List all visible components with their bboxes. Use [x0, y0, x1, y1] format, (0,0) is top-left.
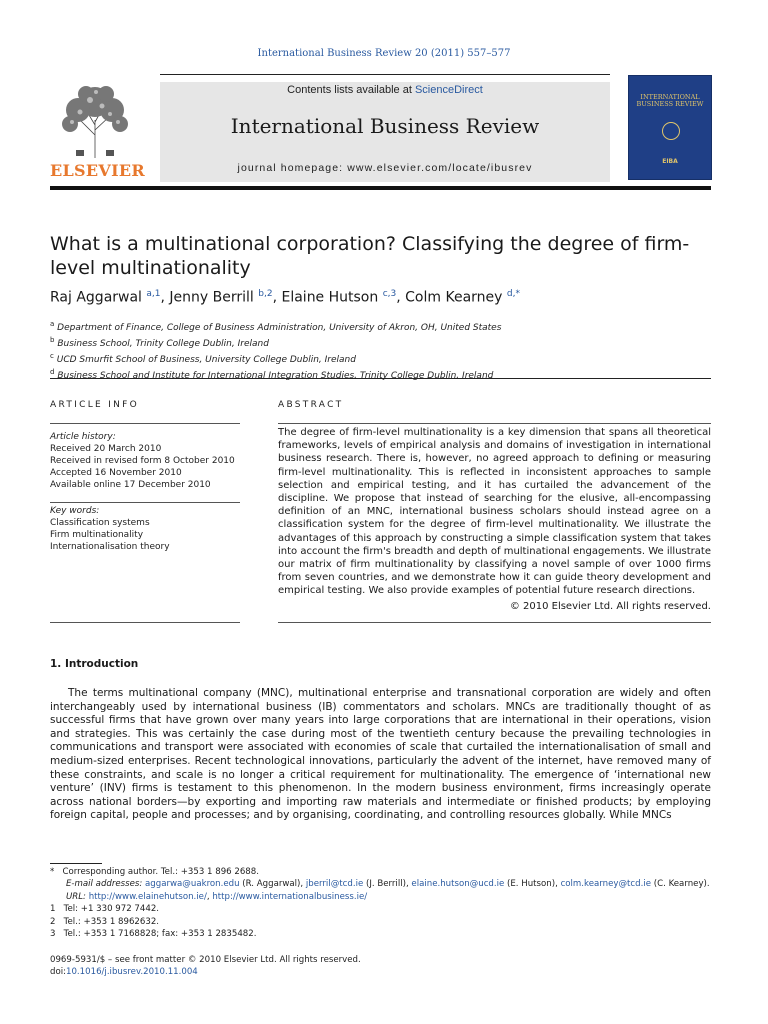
article-history	[50, 431, 250, 491]
email-link[interactable]: jberril@tcd.ie	[305, 879, 364, 890]
keyword-item: Internationalisation theory	[50, 542, 170, 552]
doi-prefix: doi:	[50, 967, 66, 978]
affiliation-mark: c	[50, 352, 54, 360]
footnote-item	[50, 916, 720, 928]
article-history-label: Article history:	[50, 432, 116, 442]
affiliation-item	[50, 350, 720, 366]
keywords-label: Key words:	[50, 506, 100, 516]
article-info-rule	[50, 423, 240, 424]
introduction-paragraph: The terms multinational company (MNC), multinational enterprise and transnational corporation are widely and often interchangeably used by international business (IB) commentators and scholars. MNCs are traditionally thought of as successful firms that have grown over many years into large corporations that are international in their operations, vision and strategies. This was certainly the case during most of the twentieth century because the prevailing technologies in communications and transport were associated with economies of scale that curtailed the internationalisation of small and medium-sized enterprises. Recent technological innovations, particularly the advent of the internet, have removed many of these constraints, and scale is no longer a critical requirement for multinationality. The emergence of ‘international new venture’ (INV) firms is testament to this phenomenon. In the modern business environment, firms increasingly operate across national borders—by exporting and importing raw materials and intermediate or finished products; by employing foreign capital, people and processes; and by organising, coordinating, and controlling resources globally. While MNCs	[50, 687, 711, 822]
footnote-text: Tel.: +353 1 7168828; fax: +353 1 2835482.	[63, 929, 257, 940]
footnote-mark: 1	[50, 904, 56, 915]
doi-link[interactable]: 10.1016/j.ibusrev.2010.11.004	[66, 967, 198, 978]
email-link[interactable]: colm.kearney@tcd.ie	[560, 879, 652, 890]
article-info-heading: ARTICLE INFO	[50, 400, 140, 410]
url-link[interactable]: http://www.internationalbusiness.ie/	[212, 891, 368, 902]
url-line	[50, 891, 720, 903]
abstract-rule	[278, 622, 711, 623]
cover-title: INTERNATIONAL BUSINESS REVIEW	[636, 93, 704, 109]
keywords	[50, 505, 250, 553]
front-matter	[50, 954, 550, 979]
article-info-rule	[50, 502, 240, 503]
author-name: Elaine Hutson	[281, 289, 379, 306]
email-owner: (J. Berrill),	[363, 879, 412, 890]
footnote-item	[50, 928, 720, 940]
journal-reference[interactable]: International Business Review 20 (2011) 557–577	[257, 48, 511, 59]
author-name: Jenny Berrill	[169, 289, 254, 306]
journal-title: International Business Review	[230, 114, 540, 138]
author-affiliation-mark[interactable]: c,3	[382, 289, 397, 299]
article-info-rule	[50, 622, 240, 623]
email-label: E-mail addresses:	[66, 879, 143, 890]
footnote-item	[50, 903, 720, 915]
sciencedirect-link[interactable]: ScienceDirect	[414, 84, 483, 96]
email-owner: (E. Hutson),	[504, 879, 561, 890]
affiliation-text: Business School and Institute for International Integration Studies, Trinity College Dublin, Ireland	[57, 371, 494, 381]
history-item: Received in revised form 8 October 2010	[50, 456, 235, 466]
affiliations	[50, 318, 720, 382]
affiliation-mark: d	[50, 368, 55, 376]
history-item: Available online 17 December 2010	[50, 480, 211, 490]
header-rule	[160, 74, 610, 75]
url-link[interactable]: http://www.elainehutson.ie/	[88, 891, 207, 902]
email-link[interactable]: aggarwa@uakron.edu	[145, 879, 240, 890]
journal-homepage[interactable]: journal homepage: www.elsevier.com/locate/ibusrev	[237, 162, 533, 174]
footnote-text: Tel.: +353 1 8962632.	[63, 916, 160, 927]
contents-prefix: Contents lists available at	[287, 84, 415, 96]
email-link[interactable]: elaine.hutson@ucd.ie	[411, 879, 505, 890]
footnote-text: Tel: +1 330 972 7442.	[63, 904, 160, 915]
affiliation-item	[50, 334, 720, 350]
author-affiliation-mark[interactable]: b,2	[258, 289, 273, 299]
contents-line	[160, 84, 610, 96]
section-rule	[50, 378, 711, 379]
affiliation-item	[50, 366, 720, 382]
doi-line	[50, 966, 550, 978]
author-name: Colm Kearney	[405, 289, 503, 306]
affiliation-text: UCD Smurfit School of Business, University College Dublin, Ireland	[56, 355, 356, 365]
keyword-item: Classification systems	[50, 518, 150, 528]
affiliation-mark: a	[50, 320, 55, 328]
footnote-mark: 2	[50, 916, 56, 927]
affiliation-item	[50, 318, 720, 334]
corresponding-author-note	[50, 866, 720, 878]
affiliation-text: Department of Finance, College of Business Administration, University of Akron, OH, United States	[57, 323, 502, 333]
author-affiliation-mark[interactable]: d,*	[506, 289, 520, 299]
email-owner: (C. Kearney).	[651, 879, 710, 890]
history-item: Received 20 March 2010	[50, 444, 162, 454]
abstract-text: The degree of firm-level multinationality is a key dimension that spans all theoretical frameworks, levels of empirical analysis and domains of investigation in international business research. There is, however, no agreed approach to defining or measuring firm-level multinationality. This is reflected in inconsistent approaches to sample selection and empirical testing, and it has curtailed the advancement of the discipline. We propose that instead of searching for the elusive, all-encompassing definition of an MNC, international business scholars should instead agree on a classification system for the degree of firm-level multinationality. We illustrate the advantages of this approach by constructing a simple classification system that takes into account the firm's breadth and depth of multinational engagements. We illustrate our matrix of firm multinationality by classifying a novel sample of over 1000 firms from seven countries, and we demonstrate how it can guide theory development and empirical testing. We also provide examples of potential future research directions.	[278, 427, 711, 597]
footnote-mark: *	[50, 867, 55, 877]
cover-emblem-icon	[662, 122, 680, 140]
header-thick-rule	[50, 186, 711, 190]
email-addresses	[50, 878, 720, 890]
url-label: URL:	[66, 891, 86, 902]
footnotes	[50, 866, 720, 940]
journal-cover-image	[628, 75, 712, 180]
history-item: Accepted 16 November 2010	[50, 468, 182, 478]
author-name: Raj Aggarwal	[50, 289, 142, 306]
issn-line: 0969-5931/$ – see front matter © 2010 Elsevier Ltd. All rights reserved.	[50, 955, 361, 965]
url-separator: ,	[206, 891, 213, 902]
author-list: Raj Aggarwal $^{a,1}$, Jenny Berrill $^{b,2}$, Elaine Hutson $^{c,3}$, Colm Kearney $^{d,*}$	[50, 289, 520, 306]
cover-badge: EIBA	[662, 158, 678, 165]
email-owner: (R. Aggarwal),	[239, 879, 306, 890]
introduction-heading: 1. Introduction	[50, 658, 139, 670]
footnote-mark: 3	[50, 929, 56, 940]
abstract-rule	[278, 423, 711, 424]
footnote-rule	[50, 863, 102, 864]
article-title: What is a multinational corporation? Classifying the degree of firm-level multinationality	[50, 233, 690, 279]
abstract-copyright: © 2010 Elsevier Ltd. All rights reserved.	[509, 601, 711, 612]
author-affiliation-mark[interactable]: a,1	[146, 289, 161, 299]
abstract-heading: ABSTRACT	[278, 400, 344, 410]
affiliation-text: Business School, Trinity College Dublin, Ireland	[57, 339, 269, 349]
elsevier-logo-text: ELSEVIER	[50, 161, 145, 180]
affiliation-mark: b	[50, 336, 55, 344]
keyword-item: Firm multinationality	[50, 530, 144, 540]
corresponding-author-text: Corresponding author. Tel.: +353 1 896 2688.	[62, 867, 259, 877]
